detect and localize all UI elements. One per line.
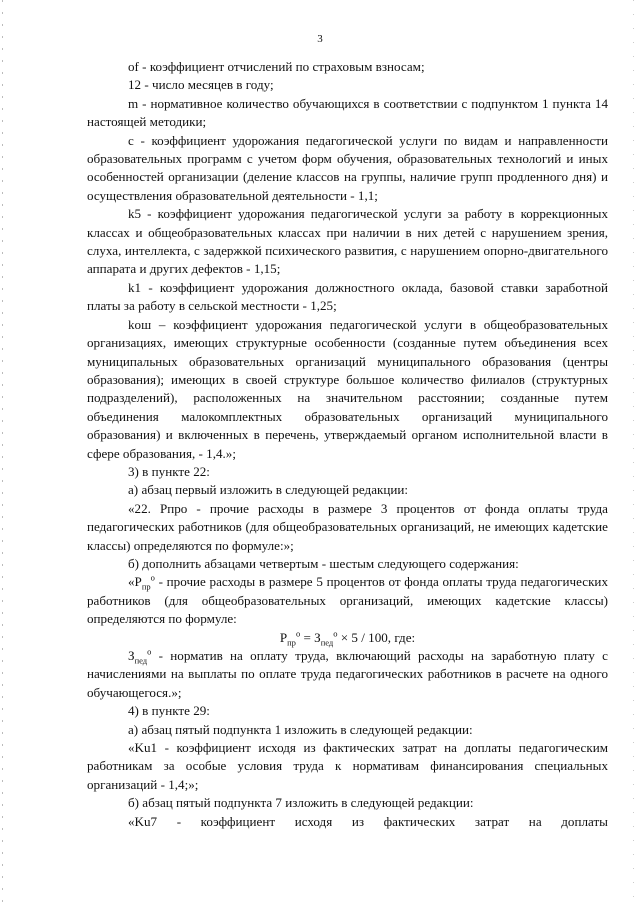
paragraph-3b: б) дополнить абзацами четвертым - шестым следующего содержания: xyxy=(128,555,519,571)
formula xyxy=(87,629,608,647)
paragraph-12: 12 - число месяцев в году; xyxy=(128,77,274,93)
paragraph-ku1: «Ku1 - коэффициент исходя из фактических затрат на доплаты педагогическим работникам за особые условия труда к нормативам финансирования специальных организаций - 1,4;»; xyxy=(87,740,608,792)
formula-rhs-sub: пед xyxy=(320,637,334,648)
formula-lhs-sup: о xyxy=(295,628,301,639)
paragraph-ku7: «Ku7 - коэффициент исходя из фактических затрат на доплаты xyxy=(128,813,608,829)
paragraph-22: «22. Pпро - прочие расходы в размере 3 процентов от фонда оплаты труда педагогических работников (для общеобразовательных организаций, не имеющих кадетские классы) определяются по формуле:»; xyxy=(87,500,608,553)
subscript-pr: пр xyxy=(141,581,151,592)
paragraph-3a: а) абзац первый изложить в следующей редакции: xyxy=(128,482,409,498)
formula-eq: = З xyxy=(300,629,321,645)
formula-lhs-sub: пр xyxy=(287,637,296,648)
formula-lhs: P xyxy=(279,629,288,645)
paragraph-zped xyxy=(87,647,608,702)
paragraph-k1: k1 - коэффициент удорожания должностного оклада, базовой ставки заработной платы за работу в сельской местности - 1,25; xyxy=(87,279,608,314)
subscript-ped: пед xyxy=(134,655,148,666)
paragraph-of: of - коэффициент отчислений по страховым взносам; xyxy=(128,59,425,74)
formula-rest: × 5 / 100, где: xyxy=(337,629,416,645)
formula-rhs-sup: о xyxy=(333,628,338,639)
superscript-o: о xyxy=(150,573,155,584)
paragraph-4a: а) абзац пятый подпункта 1 изложить в следующей редакции: xyxy=(128,721,473,737)
page-number: 3 xyxy=(317,33,323,45)
document-body xyxy=(87,58,608,831)
paragraph-kosh: kош – коэффициент удорожания педагогической услуги в общеобразовательных организациях, имеющих структурные особенности (созданные путем объединения всех муниципальных образовательных организаций муниципального образования (центры образования); имеющих в своей структуре большое количество филиалов (структурных подразделений), расположенных на значительном расстоянии; созданные путем объединения малокомплектных образовательных организаций муниципального образования) и включенных в перечень, утверждаемый органом исполнительной власти в сфере образования, - 1,4.»; xyxy=(87,316,608,461)
superscript-o: о xyxy=(147,646,152,657)
paragraph-4b: б) абзац пятый подпункта 7 изложить в следующей редакции: xyxy=(128,795,474,811)
paragraph-k5: k5 - коэффициент удорожания педагогической услуги за работу в коррекционных классах и общеобразовательных классах при наличии в них детей с нарушением зрения, слуха, интеллекта, с задержкой психического развития, с нарушением опорно-двигательного аппарата и других дефектов - 1,15; xyxy=(87,206,608,277)
symbol-ppr: «P xyxy=(128,574,142,590)
scan-edge-left xyxy=(2,0,3,905)
paragraph-ppr xyxy=(87,573,608,628)
paragraph-c: с - коэффициент удорожания педагогической услуги по видам и направленности образовательных программ с учетом форм обучения, образовательных технологий и иных особенностей организации (деление классов на группы, наличие групп продленного дня) и осуществления образовательной деятельности - 1,1; xyxy=(87,132,608,203)
paragraph-item-4: 4) в пункте 29: xyxy=(128,703,210,719)
scan-edge-right xyxy=(633,0,634,905)
paragraph-item-3: 3) в пункте 22: xyxy=(128,463,210,479)
paragraph-ppr-text: - прочие расходы в размере 5 процентов от фонда оплаты труда педагогических работников (для общеобразовательных организаций, имеющих кадетские классы) определяются по формуле: xyxy=(87,574,608,627)
paragraph-zped-text: - норматив на оплату труда, включающий расходы на заработную плату с начислениями на выплаты по оплате труда педагогических работников в расчете на одного обучающегося.»; xyxy=(87,648,608,700)
symbol-zped: З xyxy=(128,648,135,663)
paragraph-m: m - нормативное количество обучающихся в соответствии с подпунктом 1 пункта 14 настоящей методики; xyxy=(87,95,608,130)
